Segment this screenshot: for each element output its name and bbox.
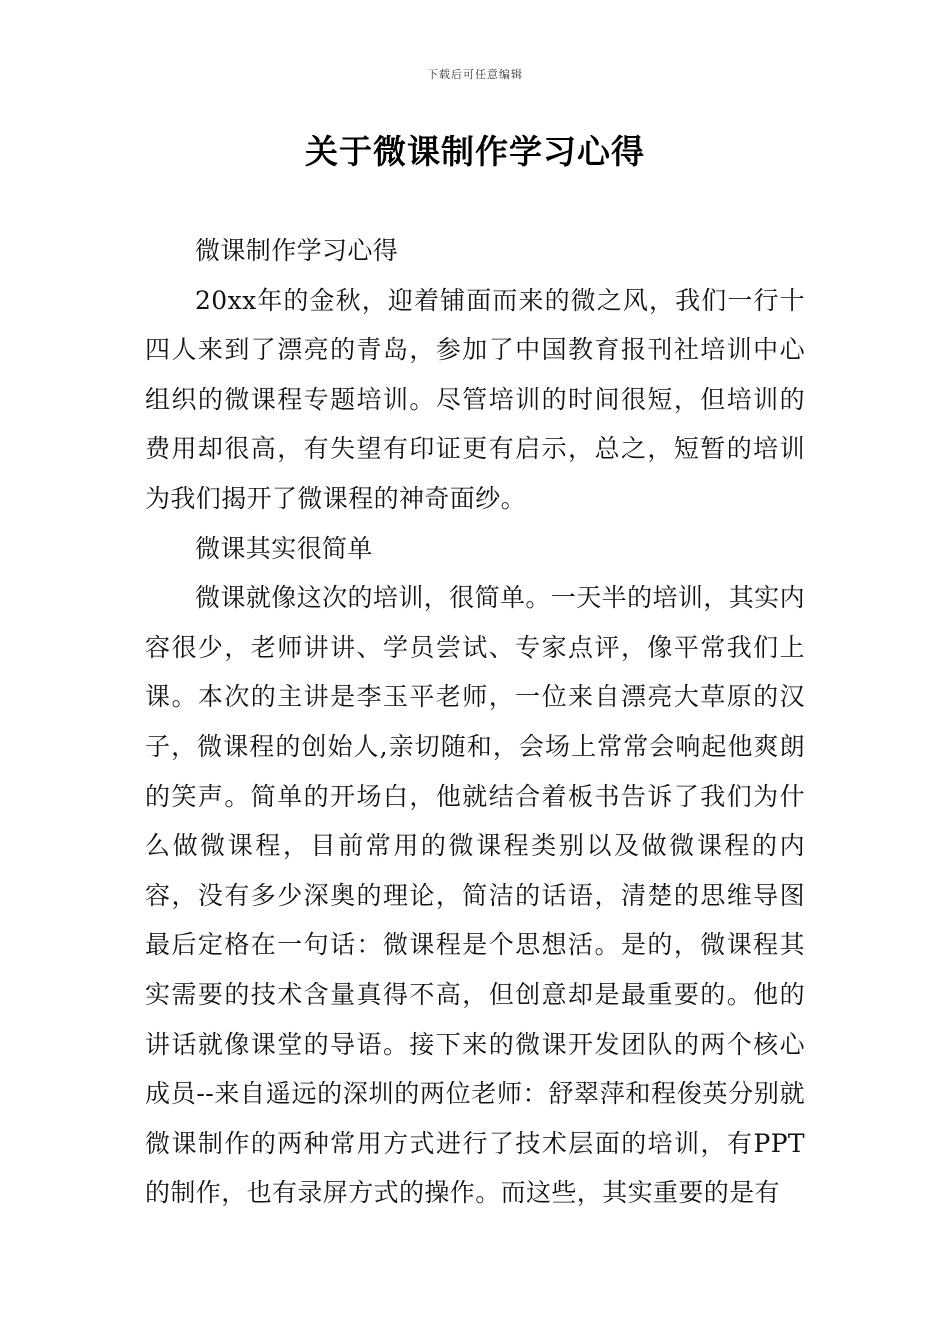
intro-paragraph: 20xx年的金秋，迎着铺面而来的微之风，我们一行十四人来到了漂亮的青岛，参加了中国教育报刊社培训中心组织的微课程专题培训。尽管培训的时间很短，但培训的费用却很高，有失望有印证更有启示，总之，短暂的培训为我们揭开了微课程的神奇面纱。 (145, 285, 805, 513)
section-heading: 微课其实很简单 (195, 533, 373, 563)
document-title: 关于微课制作学习心得 (305, 132, 645, 171)
header-note: 下载后可任意编辑 (427, 68, 523, 81)
body-paragraph: 微课就像这次的培训，很简单。一天半的培训，其实内容很少，老师讲讲、学员尝试、专家点评，像平常我们上课。本次的主讲是李玉平老师，一位来自漂亮大草原的汉子，微课程的创始人,亲切随和，会场上常常会响起他爽朗的笑声。简单的开场白，他就结合着板书告诉了我们为什么做微课程，目前常用的微课程类别以及做微课程的内容，没有多少深奥的理论，简洁的话语，清楚的思维导图最后定格在一句话：微课程是个思想活。是的，微课程其实需要的技术含量真得不高，但创意却是最重要的。他的讲话就像课堂的导语。接下来的微课开发团队的两个核心成员--来自遥远的深圳的两位老师：舒翠萍和程俊英分别就微课制作的两种常用方式进行了技术层面的培训，有PPT的制作，也有录屏方式的操作。而这些，其实重要的是有 (145, 583, 805, 1208)
document-body (145, 226, 805, 1218)
subtitle-paragraph: 微课制作学习心得 (195, 236, 399, 265)
